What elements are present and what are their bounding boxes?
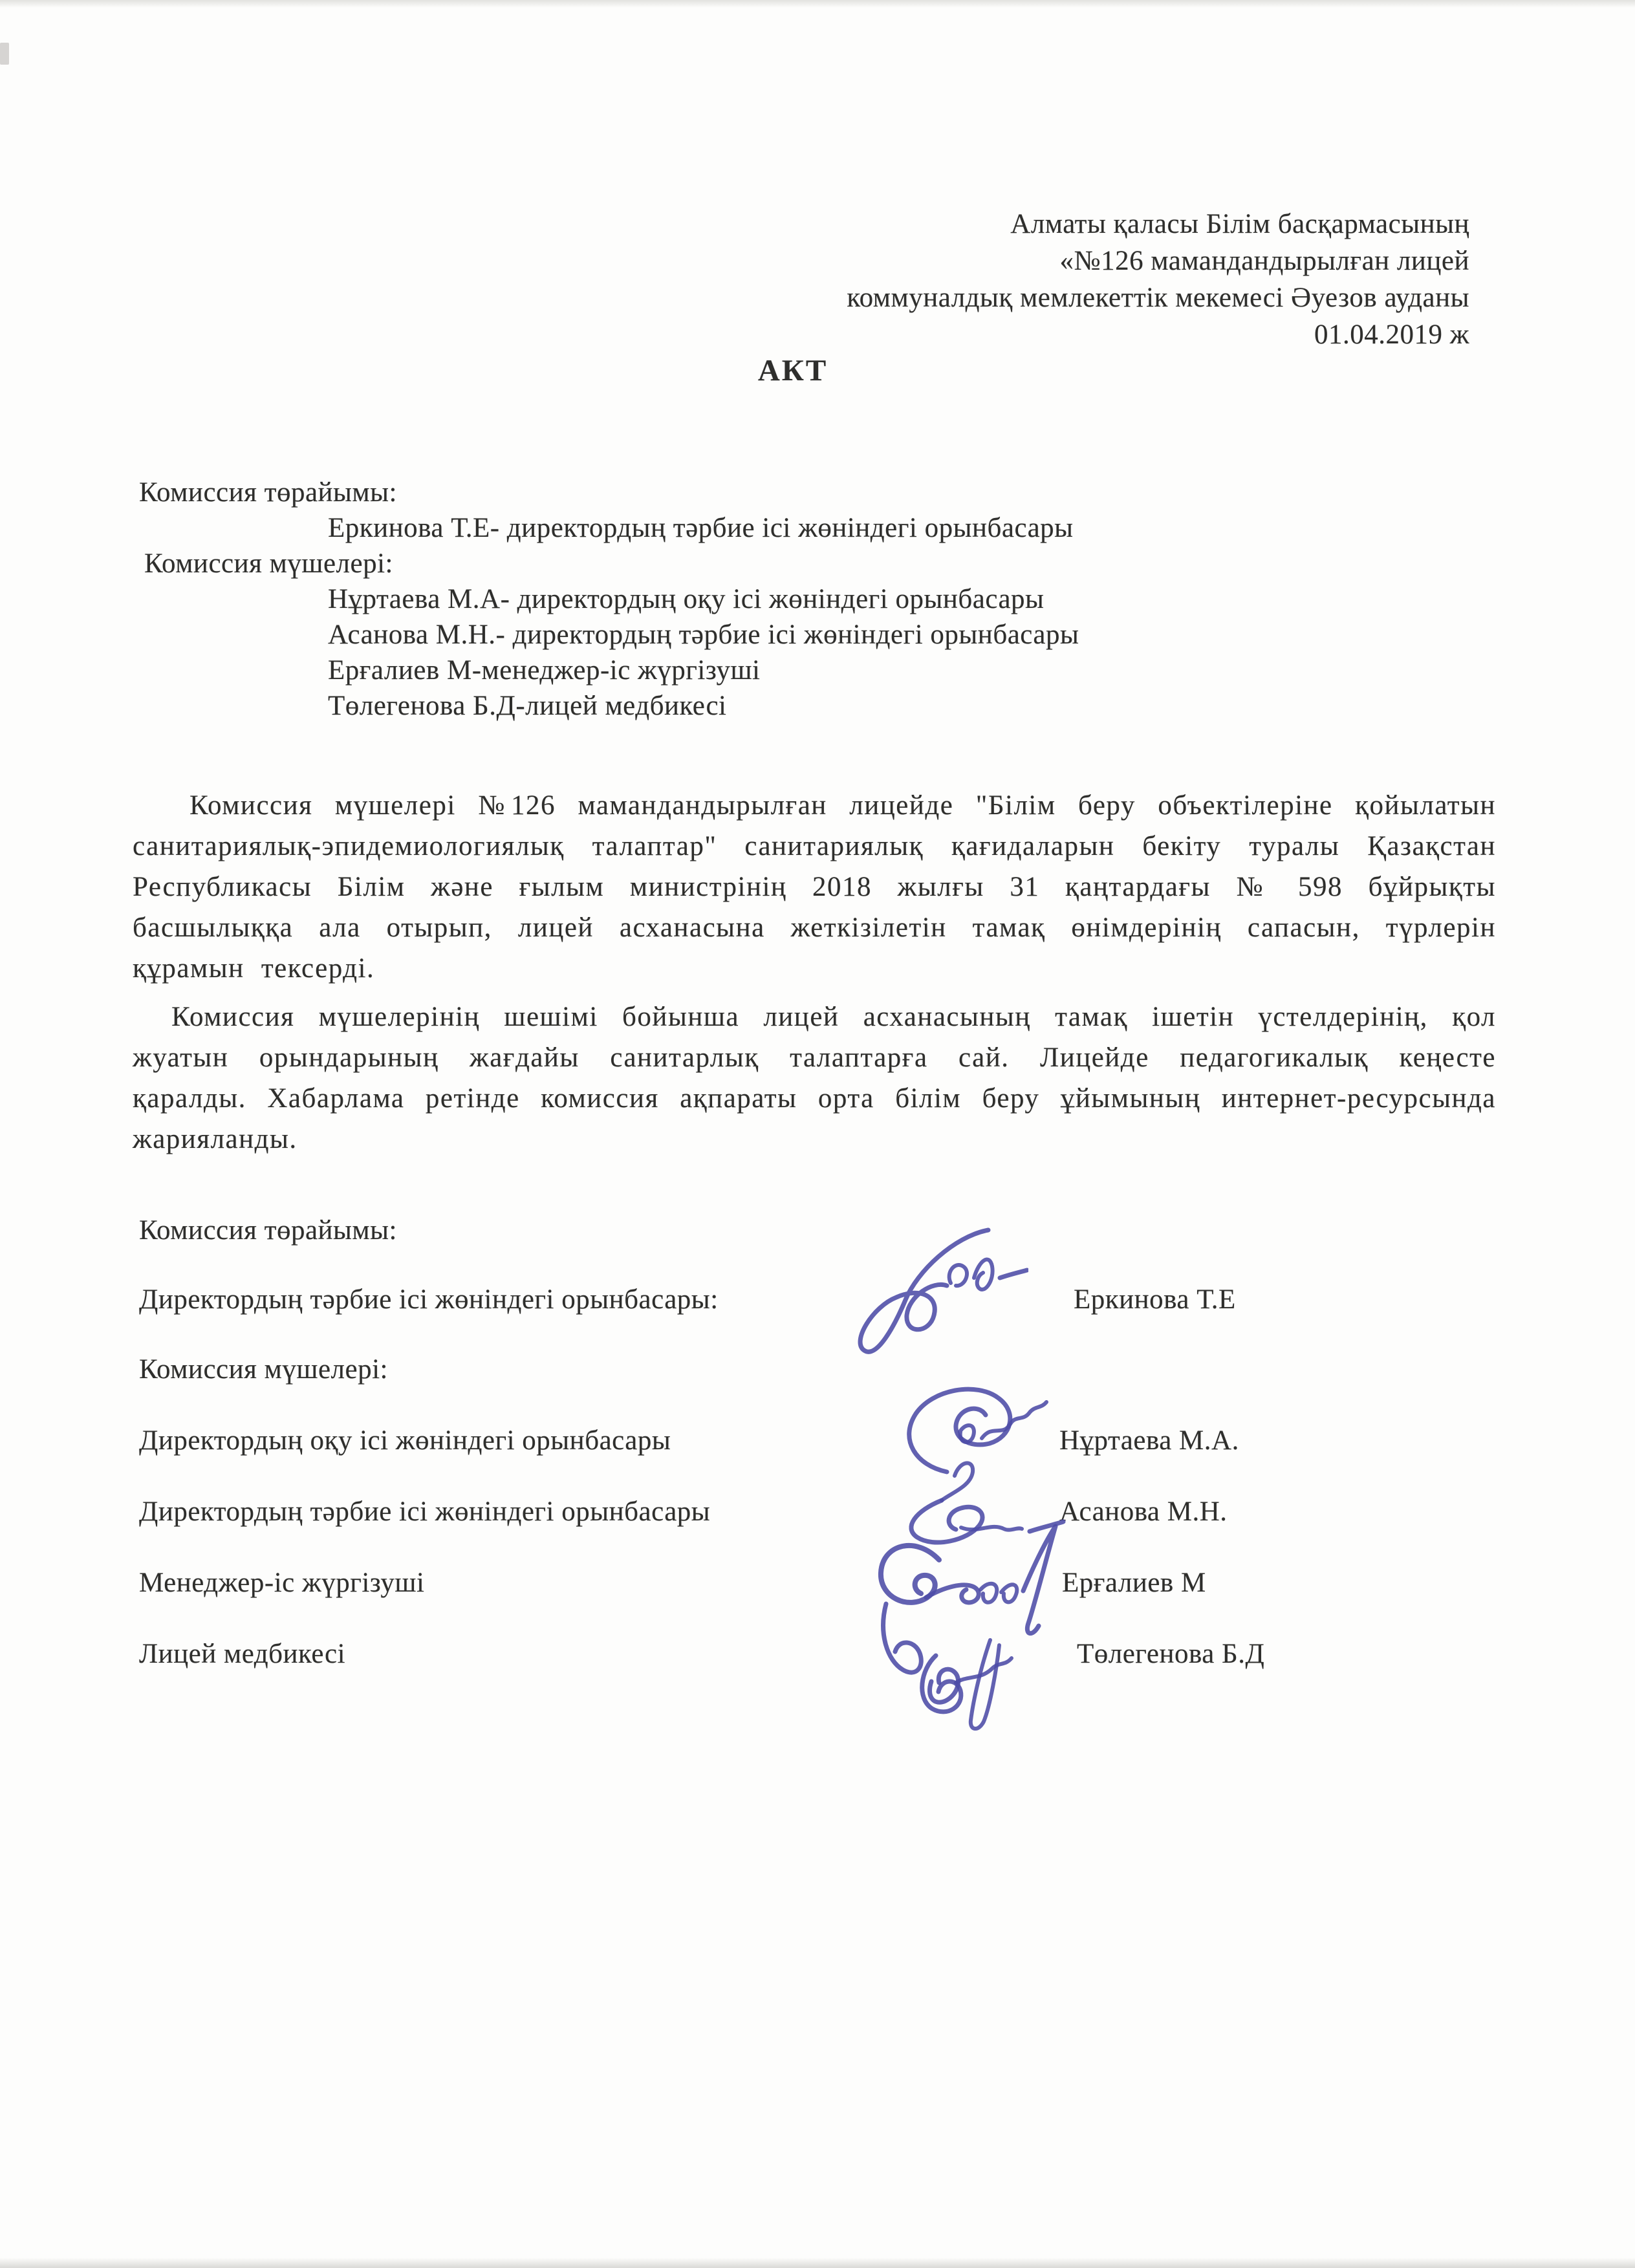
signatures-members-heading: Комиссия мүшелері: <box>139 1354 388 1385</box>
scan-artifact-top-edge <box>0 0 1635 8</box>
document-header <box>847 206 1469 353</box>
document-title: АКТ <box>757 354 828 387</box>
scan-artifact-smudge <box>0 43 9 65</box>
commission-members-heading: Комиссия мүшелері: <box>144 548 393 579</box>
commission-chair-heading: Комиссия төрайымы: <box>139 477 397 508</box>
commission-member-entry: Нұртаева М.А- директордың оқу ісі жөніндегі орынбасары <box>328 584 1045 614</box>
scan-artifact-bottom-edge <box>0 2258 1635 2268</box>
signatory-name: Еркинова Т.Е <box>1074 1284 1236 1315</box>
header-line-date: 01.04.2019 ж <box>1314 319 1469 350</box>
signatures-chair-heading: Комиссия төрайымы: <box>139 1215 397 1246</box>
signature-row-label: Директордың тәрбие ісі жөніндегі орынбасары <box>139 1496 711 1527</box>
signature-row-label: Лицей медбикесі <box>139 1639 346 1669</box>
commission-chair-entry: Еркинова Т.Е- директордың тәрбие ісі жөніндегі орынбасары <box>328 513 1074 543</box>
header-line-organization: Алматы қаласы Білім басқармасының <box>1010 209 1469 239</box>
erkinova-signature <box>834 1216 1028 1371</box>
commission-list <box>139 475 1079 724</box>
body-paragraph-conclusion: Комиссия мүшелерінің шешімі бойынша лицей асханасының тамақ ішетін үстелдерінің, қол жуатын орындарының жағдайы санитарлық талаптарға сай. Лицейде педагогикалық кеңесте қаралды. Хабарлама ретінде комиссия ақпараты орта білім беру ұйымының интернет-ресурсында жарияланды. <box>133 1002 1496 1154</box>
header-line-lyceum: «№126 мамандандырылған лицей <box>1059 246 1469 276</box>
signatory-name: Төлегенова Б.Д <box>1077 1639 1265 1669</box>
signatory-name: Ерғалиев М <box>1062 1568 1206 1598</box>
document-body <box>133 785 1496 1160</box>
body-paragraph-inspection: Комиссия мүшелері №126 мамандандырылған лицейде "Білім беру объектілеріне қойылатын санитариялық-эпидемиологиялық талаптар" санитариялық қағидаларын бекіту туралы Қазақстан Республикасы Білім және ғылым министрінің 2018 жылғы 31 қаңтардағы № 598 бұйрықты басшылыққа ала отырып, лицей асханасына жеткізілетін тамақ өнімдерінің сапасын, түрлерін құрамын тексерді. <box>133 790 1496 984</box>
signature-row-label: Менеджер-іс жүргізуші <box>139 1568 425 1598</box>
signatory-name: Нұртаева М.А. <box>1059 1425 1239 1456</box>
commission-member-entry: Ерғалиев М-менеджер-іс жүргізуші <box>328 655 761 686</box>
commission-member-entry: Төлегенова Б.Д-лицей медбикесі <box>328 691 727 721</box>
signature-row-label: Директордың тәрбие ісі жөніндегі орынбасары: <box>139 1284 719 1315</box>
signatory-name: Асанова М.Н. <box>1059 1496 1228 1527</box>
tolegenova-signature <box>902 1630 1025 1733</box>
signature-row-label: Директордың оқу ісі жөніндегі орынбасары <box>139 1425 671 1456</box>
header-line-institution: коммуналдық мемлекеттік мекемесі Әуезов ауданы <box>847 283 1469 313</box>
commission-member-entry: Асанова М.Н.- директордың тәрбие ісі жөніндегі орынбасары <box>328 620 1079 650</box>
